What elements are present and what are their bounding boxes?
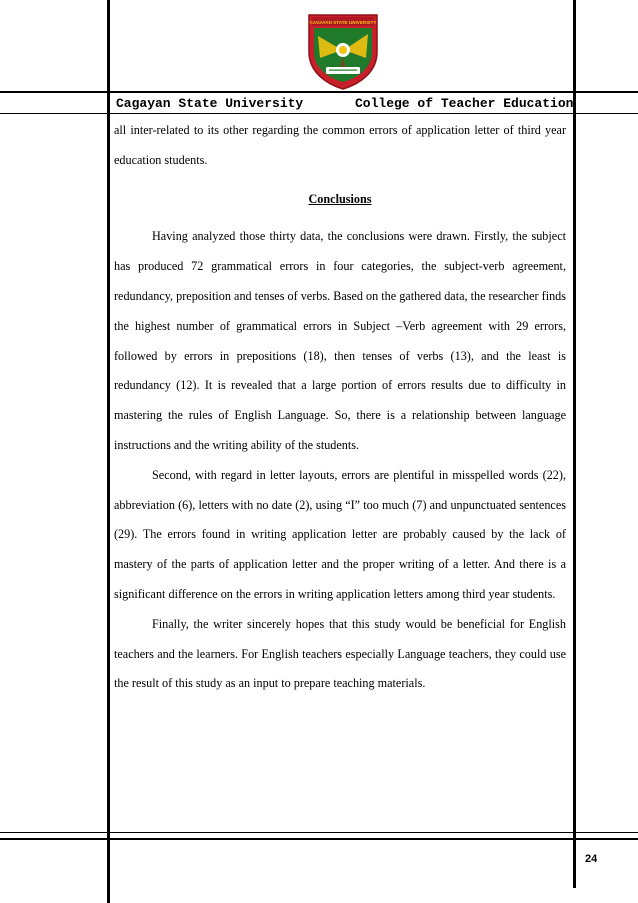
left-border-line (107, 0, 110, 903)
university-seal-logo (306, 12, 380, 90)
paragraph-3: Finally, the writer sincerely hopes that this study would be beneficial for English teachers and the learners. For English teachers especially Language teachers, they could use the result of this study as an input to prepare teaching materials. (114, 616, 566, 691)
svg-text:CAGAYAN STATE UNIVERSITY: CAGAYAN STATE UNIVERSITY (309, 20, 377, 25)
paragraph-2: Second, with regard in letter layouts, errors are plentiful in misspelled words (22), abbreviation (6), letters with no date (2), using “I” too much (7) and unpunctuated sentences (29). The errors found in writing application letter are probably caused by the lack of mastery of the parts of application letter and the proper writing of a letter. And there is a significant difference on the errors in writing application letters among third year students. (114, 467, 566, 601)
header-college-name: College of Teacher Education (355, 96, 574, 111)
header-rule-bottom (0, 113, 638, 114)
document-body (114, 116, 566, 699)
intro-paragraph: all inter-related to its other regarding the common errors of application letter of third year education students. (114, 123, 566, 167)
paragraph-1: Having analyzed those thirty data, the conclusions were drawn. Firstly, the subject has produced 72 grammatical errors in four categories, the subject-verb agreement, redundancy, preposition and tenses of verbs. Based on the gathered data, the researcher finds the highest number of grammatical errors in Subject –Verb agreement with 29 errors, followed by errors in prepositions (18), then tenses of verbs (13), and the least is redundancy (12). It is revealed that a large portion of errors results due to difficulty in mastering the rules of English Language. So, there is a relationship between language instructions and the writing ability of the students. (114, 229, 567, 452)
right-border-line (573, 0, 576, 888)
page-number: 24 (585, 853, 598, 865)
header-rule-top (0, 91, 638, 93)
header-university-name: Cagayan State University (116, 96, 304, 111)
footer-rule-top (0, 832, 638, 833)
footer-rule-bottom (0, 838, 638, 840)
section-heading-conclusions: Conclusions (308, 191, 372, 206)
